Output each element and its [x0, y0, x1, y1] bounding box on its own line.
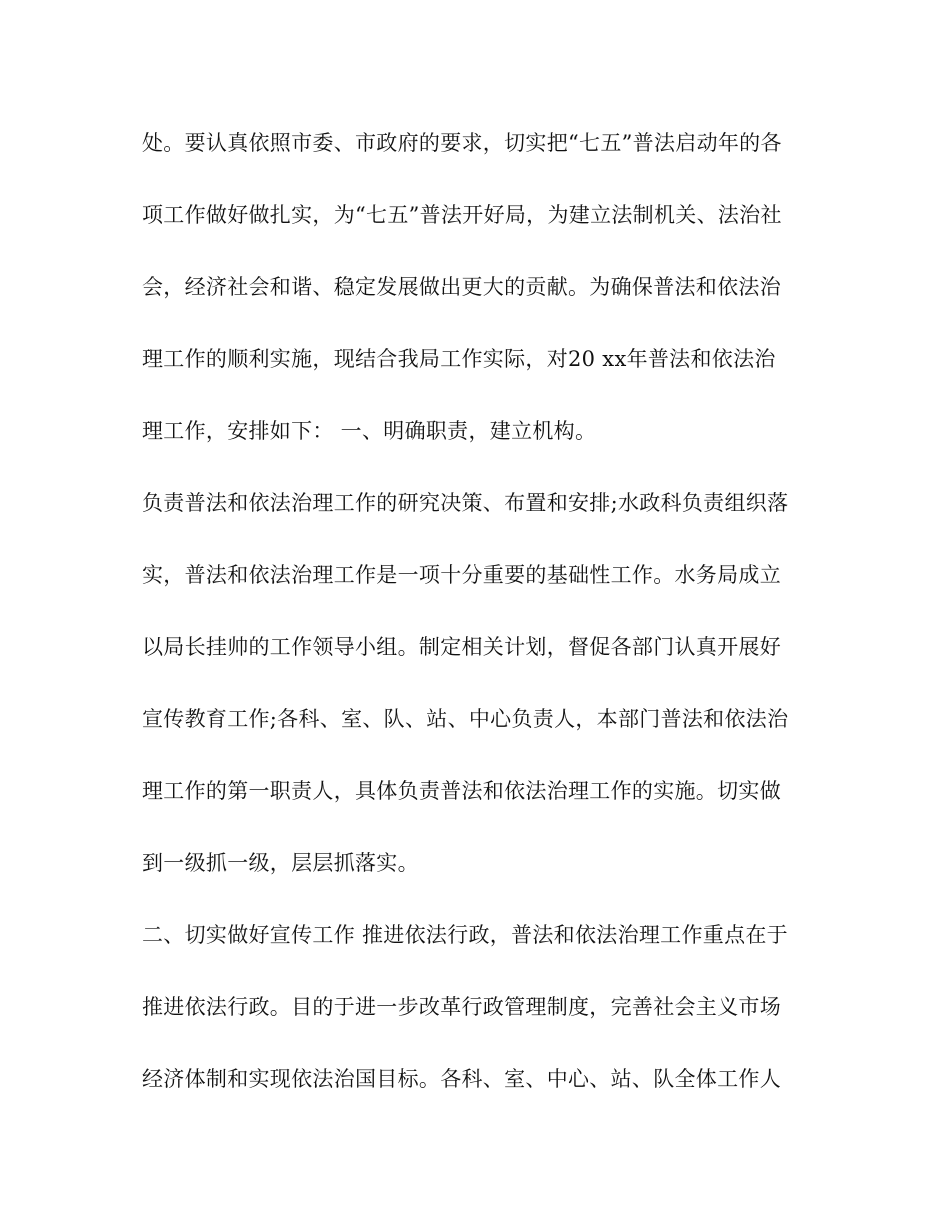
- text-line: 处。要认真依照市委、市政府的要求，切实把“七五”普法启动年的各: [142, 131, 782, 155]
- text-line: 理工作的第一职责人，具体负责普法和依法治理工作的实施。切实做: [142, 779, 781, 803]
- text-line: 推进依法行政。目的于进一步改革行政管理制度，完善社会主义市场: [142, 995, 781, 1019]
- text-line: 会，经济社会和谐、稳定发展做出更大的贡献。为确保普法和依法治: [142, 275, 781, 299]
- text-line: 理工作的顺利实施，现结合我局工作实际，对20 xx年普法和依法治: [142, 347, 776, 371]
- text-line: 理工作，安排如下： 一、明确职责，建立机构。: [142, 419, 597, 443]
- text-line: 二、切实做好宣传工作 推进依法行政，普法和依法治理工作重点在于: [142, 923, 788, 947]
- text-line: 到一级抓一级，层层抓落实。: [142, 851, 419, 875]
- text-line: 实，普法和依法治理工作是一项十分重要的基础性工作。水务局成立: [142, 563, 781, 587]
- text-line: 项工作做好做扎实，为“七五”普法开好局，为建立法制机关、法治社: [142, 203, 782, 227]
- text-line: 经济体制和实现依法治国目标。各科、室、中心、站、队全体工作人: [142, 1067, 781, 1091]
- text-line: 宣传教育工作;各科、室、队、站、中心负责人，本部门普法和依法治: [142, 707, 789, 731]
- text-line: 以局长挂帅的工作领导小组。制定相关计划，督促各部门认真开展好: [142, 635, 781, 659]
- text-line: 负责普法和依法治理工作的研究决策、布置和安排;水政科负责组织落: [142, 491, 789, 515]
